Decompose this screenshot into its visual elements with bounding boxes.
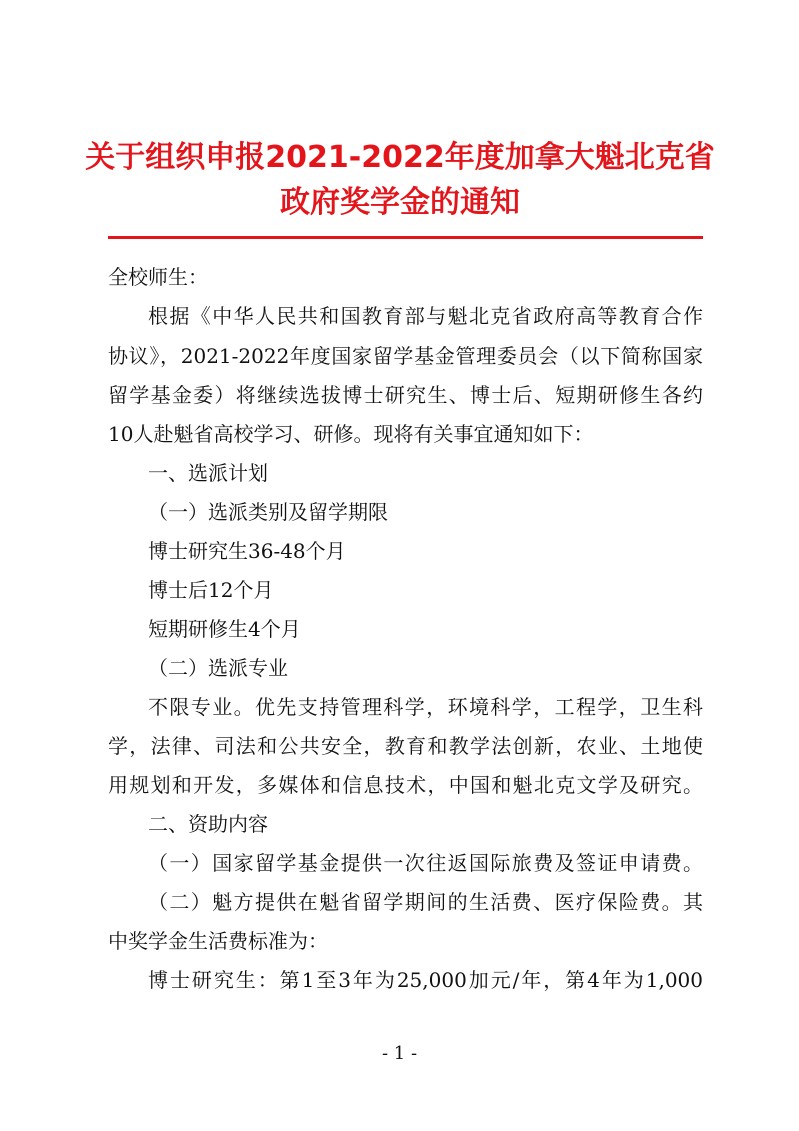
body-line: 博士研究生：第1至3年为25,000加元/年，第4年为1,000 (148, 968, 703, 992)
subsection-heading: （一）选派类别及留学期限 (148, 500, 388, 524)
body-line: 博士后12个月 (148, 578, 274, 602)
document-title-line-2: 政府奖学金的通知 (280, 185, 520, 220)
body-line: 根据《中华人民共和国教育部与魁北克省政府高等教育合作 (148, 304, 703, 328)
body-line: 用规划和开发，多媒体和信息技术，中国和魁北克文学及研究。 (108, 773, 703, 797)
body-line: 留学基金委）将继续选拔博士研究生、博士后、短期研修生各约 (108, 383, 703, 407)
body-line: （一）国家留学基金提供一次往返国际旅费及签证申请费。 (148, 851, 703, 875)
salutation: 全校师生： (108, 265, 208, 289)
body-line: 10人赴魁省高校学习、研修。现将有关事宜通知如下： (108, 422, 594, 446)
body-line: 中奖学金生活费标准为： (108, 929, 328, 953)
document-title-line-1: 关于组织申报2021-2022年度加拿大魁北克省 (85, 140, 715, 175)
body-line: 学，法律、司法和公共安全，教育和教学法创新，农业、土地使 (108, 734, 703, 758)
page-number: - 1 - (381, 1043, 418, 1064)
body-line: 协议》，2021-2022年度国家留学基金管理委员会（以下简称国家 (108, 344, 703, 368)
body-line: （二）魁方提供在魁省留学期间的生活费、医疗保险费。其 (148, 890, 703, 914)
body-line: 不限专业。优先支持管理科学，环境科学，工程学，卫生科 (148, 695, 703, 719)
subsection-heading: （二）选派专业 (148, 656, 288, 680)
section-heading: 一、选派计划 (148, 461, 268, 485)
body-line: 博士研究生36-48个月 (148, 539, 346, 563)
body-line: 短期研修生4个月 (148, 617, 301, 641)
section-heading: 二、资助内容 (148, 812, 268, 836)
title-divider (108, 236, 703, 239)
